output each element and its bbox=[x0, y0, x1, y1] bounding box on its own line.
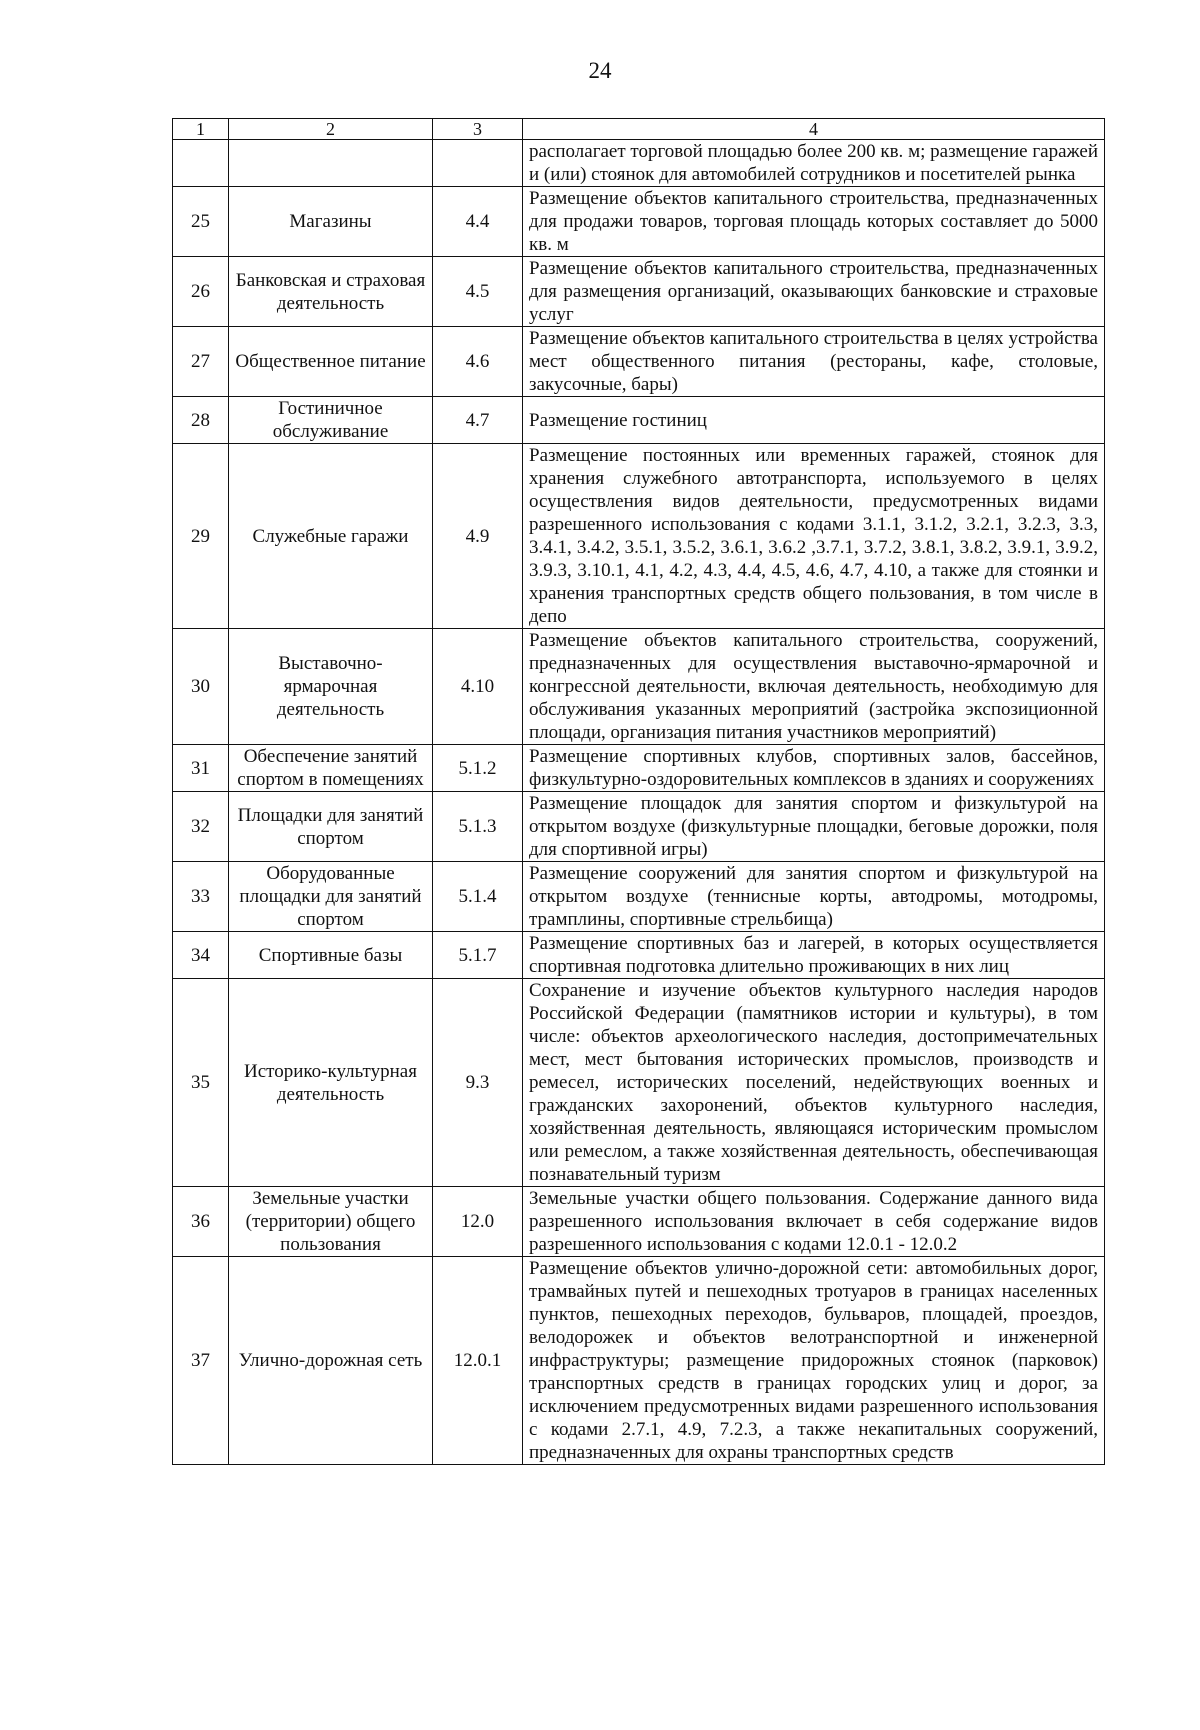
row-code: 5.1.4 bbox=[433, 862, 523, 932]
table-row bbox=[173, 792, 1105, 862]
row-code: 9.3 bbox=[433, 979, 523, 1187]
table-row bbox=[173, 979, 1105, 1187]
table-row bbox=[173, 629, 1105, 745]
table-row bbox=[173, 932, 1105, 979]
row-name: Общественное питание bbox=[229, 327, 433, 397]
table-row bbox=[173, 745, 1105, 792]
header-col-2: 2 bbox=[229, 119, 433, 140]
row-name bbox=[229, 140, 433, 187]
row-number: 36 bbox=[173, 1187, 229, 1257]
row-number: 29 bbox=[173, 444, 229, 629]
row-number: 33 bbox=[173, 862, 229, 932]
row-name: Обеспечение занятий спортом в помещениях bbox=[229, 745, 433, 792]
row-number: 32 bbox=[173, 792, 229, 862]
row-description: Сохранение и изучение объектов культурного наследия народов Российской Федерации (памятников истории и культуры), в том числе: объектов археологического наследия, достопримечательных мест, мест бытования исторических промыслов, производств и ремесел, исторических поселений, недействующих военных и гражданских захоронений, объектов культурного наследия, хозяйственная деятельность, являющаяся историческим промыслом или ремеслом, а также хозяйственная деятельность, обеспечивающая познавательный туризм bbox=[523, 979, 1105, 1187]
row-name: Гостиничное обслуживание bbox=[229, 397, 433, 444]
header-col-3: 3 bbox=[433, 119, 523, 140]
row-name: Улично-дорожная сеть bbox=[229, 1257, 433, 1465]
row-description: Размещение объектов капитального строительства, предназначенных для размещения организаций, оказывающих банковские и страховые услуг bbox=[523, 257, 1105, 327]
row-code: 4.4 bbox=[433, 187, 523, 257]
row-description: Размещение спортивных баз и лагерей, в которых осуществляется спортивная подготовка длительно проживающих в них лиц bbox=[523, 932, 1105, 979]
row-code: 5.1.2 bbox=[433, 745, 523, 792]
row-code: 4.10 bbox=[433, 629, 523, 745]
row-name: Историко-культурная деятельность bbox=[229, 979, 433, 1187]
row-code: 5.1.7 bbox=[433, 932, 523, 979]
table-row bbox=[173, 397, 1105, 444]
row-number: 25 bbox=[173, 187, 229, 257]
row-name: Земельные участки (территории) общего пользования bbox=[229, 1187, 433, 1257]
page-number: 24 bbox=[588, 58, 612, 83]
row-name: Банковская и страховая деятельность bbox=[229, 257, 433, 327]
row-description: Размещение объектов улично-дорожной сети: автомобильных дорог, трамвайных путей и пешеходных тротуаров в границах населенных пунктов, пешеходных переходов, бульваров, площадей, проездов, велодорожек и объектов велотранспортной и инженерной инфраструктуры; размещение придорожных стоянок (парковок) транспортных средств в границах городских улиц и дорог, за исключением предусмотренных видами разрешенного использования с кодами 2.7.1, 4.9, 7.2.3, а также некапитальных сооружений, предназначенных для охраны транспортных средств bbox=[523, 1257, 1105, 1465]
row-number: 26 bbox=[173, 257, 229, 327]
table-row bbox=[173, 327, 1105, 397]
header-col-4: 4 bbox=[523, 119, 1105, 140]
row-description: Размещение объектов капитального строительства, предназначенных для продажи товаров, торговая площадь которых составляет до 5000 кв. м bbox=[523, 187, 1105, 257]
table-row bbox=[173, 1187, 1105, 1257]
row-number: 34 bbox=[173, 932, 229, 979]
row-code: 12.0.1 bbox=[433, 1257, 523, 1465]
row-code: 4.6 bbox=[433, 327, 523, 397]
row-description: Размещение объектов капитального строительства, сооружений, предназначенных для осуществления выставочно-ярмарочной и конгрессной деятельности, включая деятельность, необходимую для обслуживания указанных мероприятий (застройка экспозиционной площади, организация питания участников мероприятий) bbox=[523, 629, 1105, 745]
row-number: 30 bbox=[173, 629, 229, 745]
row-description: Размещение постоянных или временных гаражей, стоянок для хранения служебного автотранспорта, используемого в целях осуществления видов деятельности, предусмотренных видами разрешенного использования с кодами 3.1.1, 3.1.2, 3.2.1, 3.2.3, 3.3, 3.4.1, 3.4.2, 3.5.1, 3.5.2, 3.6.1, 3.6.2 ,3.7.1, 3.7.2, 3.8.1, 3.8.2, 3.9.1, 3.9.2, 3.9.3, 3.10.1, 4.1, 4.2, 4.3, 4.4, 4.5, 4.6, 4.7, 4.10, а также для стоянки и хранения транспортных средств общего пользования, в том числе в депо bbox=[523, 444, 1105, 629]
row-description: Размещение гостиниц bbox=[523, 397, 1105, 444]
row-code: 4.5 bbox=[433, 257, 523, 327]
row-name: Служебные гаражи bbox=[229, 444, 433, 629]
row-description: располагает торговой площадью более 200 кв. м; размещение гаражей и (или) стоянок для автомобилей сотрудников и посетителей рынка bbox=[523, 140, 1105, 187]
row-description: Земельные участки общего пользования. Содержание данного вида разрешенного использования включает в себя содержание видов разрешенного использования с кодами 12.0.1 - 12.0.2 bbox=[523, 1187, 1105, 1257]
row-code bbox=[433, 140, 523, 187]
row-description: Размещение сооружений для занятия спортом и физкультурой на открытом воздухе (теннисные корты, автодромы, мотодромы, трамплины, спортивные стрельбища) bbox=[523, 862, 1105, 932]
row-name: Площадки для занятий спортом bbox=[229, 792, 433, 862]
row-number: 35 bbox=[173, 979, 229, 1187]
row-name: Оборудованные площадки для занятий спортом bbox=[229, 862, 433, 932]
table-row bbox=[173, 1257, 1105, 1465]
table-row bbox=[173, 257, 1105, 327]
row-name: Магазины bbox=[229, 187, 433, 257]
table-row bbox=[173, 444, 1105, 629]
row-number bbox=[173, 140, 229, 187]
row-code: 5.1.3 bbox=[433, 792, 523, 862]
row-description: Размещение спортивных клубов, спортивных залов, бассейнов, физкультурно-оздоровительных комплексов в зданиях и сооружениях bbox=[523, 745, 1105, 792]
row-name: Спортивные базы bbox=[229, 932, 433, 979]
row-description: Размещение объектов капитального строительства в целях устройства мест общественного питания (рестораны, кафе, столовые, закусочные, бары) bbox=[523, 327, 1105, 397]
table-header-row bbox=[173, 119, 1105, 140]
row-number: 31 bbox=[173, 745, 229, 792]
land-use-table bbox=[172, 118, 1105, 1465]
row-number: 27 bbox=[173, 327, 229, 397]
table-row bbox=[173, 140, 1105, 187]
header-col-1: 1 bbox=[173, 119, 229, 140]
row-code: 4.9 bbox=[433, 444, 523, 629]
row-number: 37 bbox=[173, 1257, 229, 1465]
row-name: Выставочно-ярмарочная деятельность bbox=[229, 629, 433, 745]
row-description: Размещение площадок для занятия спортом и физкультурой на открытом воздухе (физкультурные площадки, беговые дорожки, поля для спортивной игры) bbox=[523, 792, 1105, 862]
row-code: 12.0 bbox=[433, 1187, 523, 1257]
table-row bbox=[173, 187, 1105, 257]
row-code: 4.7 bbox=[433, 397, 523, 444]
row-number: 28 bbox=[173, 397, 229, 444]
table-row bbox=[173, 862, 1105, 932]
